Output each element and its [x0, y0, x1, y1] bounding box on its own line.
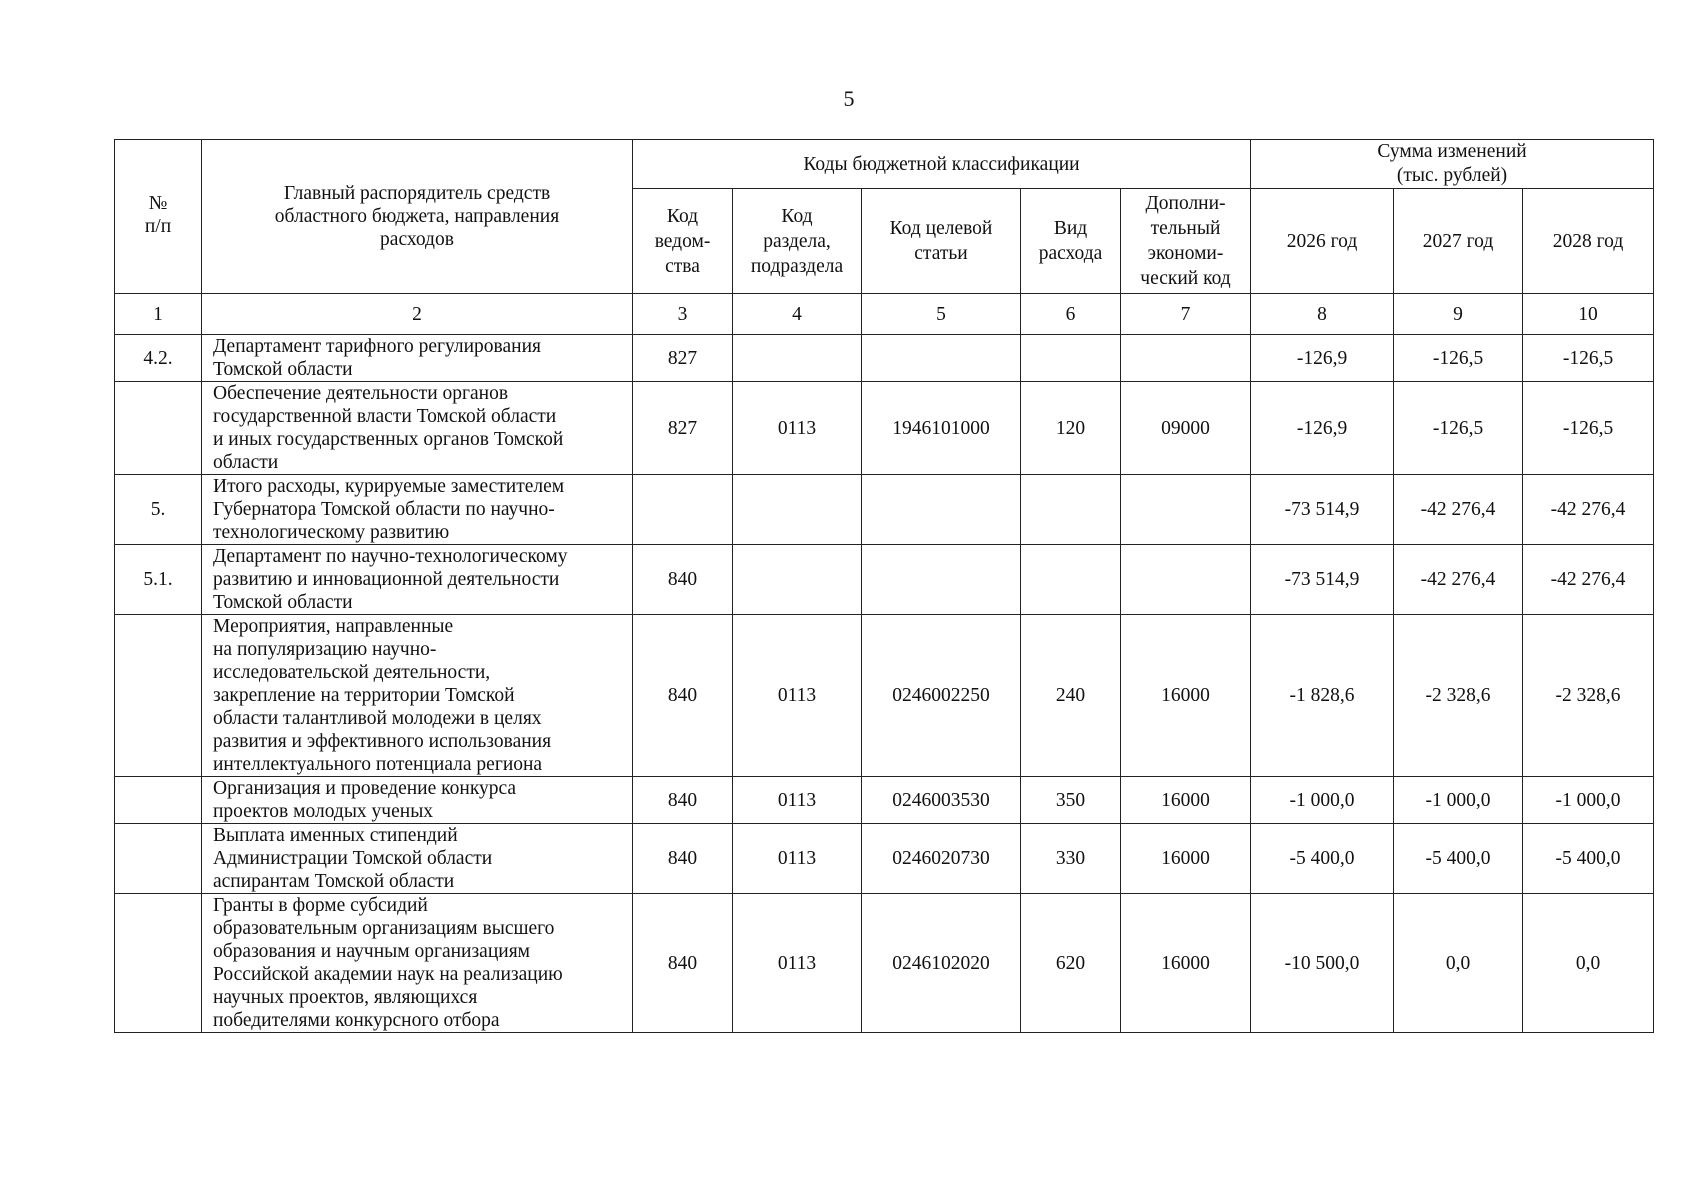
row-sum-2027: -126,5 — [1394, 335, 1523, 382]
row-code-article — [862, 545, 1021, 615]
header-code-article — [862, 189, 1021, 294]
row-sum-2026: -126,9 — [1251, 382, 1394, 475]
row-economic-code: 16000 — [1121, 824, 1251, 894]
row-sum-2028: -5 400,0 — [1523, 824, 1654, 894]
header-line: Код целевой — [889, 218, 993, 239]
row-code-section: 0113 — [733, 824, 862, 894]
header-code-section — [733, 189, 862, 294]
row-number: 4.2. — [115, 335, 202, 382]
row-description-line: и иных государственных органов Томской — [213, 429, 564, 450]
column-index-row — [115, 294, 1654, 335]
row-description-line: области — [213, 452, 279, 473]
column-index: 7 — [1121, 294, 1251, 335]
row-sum-2027: -1 000,0 — [1394, 777, 1523, 824]
row-code-department: 840 — [633, 777, 733, 824]
row-description — [202, 615, 633, 777]
row-description-line: Департамент тарифного регулирования — [213, 336, 541, 357]
row-description-line: государственной власти Томской области — [213, 406, 557, 427]
header-year-2026: 2026 год — [1251, 189, 1394, 294]
row-description-line: Томской области — [213, 592, 353, 613]
row-sum-2028: -42 276,4 — [1523, 545, 1654, 615]
row-number — [115, 615, 202, 777]
row-code-department — [633, 475, 733, 545]
column-index: 8 — [1251, 294, 1394, 335]
row-sum-2028: -42 276,4 — [1523, 475, 1654, 545]
header-expense-type — [1021, 189, 1121, 294]
row-expense-type: 620 — [1021, 894, 1121, 1033]
row-number: 5.1. — [115, 545, 202, 615]
row-description-line: интеллектуального потенциала региона — [213, 754, 543, 775]
column-index: 6 — [1021, 294, 1121, 335]
table-row — [115, 894, 1654, 1033]
table-row — [115, 615, 1654, 777]
row-sum-2027: -42 276,4 — [1394, 475, 1523, 545]
row-sum-2028: -126,5 — [1523, 382, 1654, 475]
budget-changes-table — [114, 139, 1654, 1033]
row-code-article: 1946101000 — [862, 382, 1021, 475]
row-description-line: Российской академии наук на реализацию — [213, 964, 563, 985]
header-line: Код — [781, 205, 813, 227]
row-description — [202, 335, 633, 382]
row-code-article: 0246002250 — [862, 615, 1021, 777]
row-expense-type: 120 — [1021, 382, 1121, 475]
row-description-line: Администрации Томской области — [213, 848, 493, 869]
header-sum-group — [1251, 140, 1654, 189]
row-code-section: 0113 — [733, 894, 862, 1033]
row-code-section — [733, 475, 862, 545]
row-description — [202, 894, 633, 1033]
row-code-section: 0113 — [733, 615, 862, 777]
header-description — [202, 140, 633, 294]
row-code-department: 840 — [633, 824, 733, 894]
column-index: 2 — [202, 294, 633, 335]
row-description-line: Выплата именных стипендий — [213, 825, 458, 846]
row-code-article: 0246020730 — [862, 824, 1021, 894]
row-sum-2027: 0,0 — [1394, 894, 1523, 1033]
row-description-line: Мероприятия, направленные — [213, 616, 454, 637]
header-number-line: п/п — [144, 216, 172, 237]
table-row — [115, 824, 1654, 894]
row-description-line: развития и эффективного использования — [213, 731, 552, 752]
row-description-line: Департамент по научно-технологическому — [213, 546, 568, 567]
row-sum-2026: -73 514,9 — [1251, 545, 1394, 615]
row-code-department: 827 — [633, 382, 733, 475]
row-sum-2027: -42 276,4 — [1394, 545, 1523, 615]
header-economic-code — [1121, 189, 1251, 294]
header-description-line: расходов — [380, 229, 454, 250]
column-index: 4 — [733, 294, 862, 335]
header-codes-group: Коды бюджетной классификации — [633, 140, 1251, 189]
header-line: ческий код — [1140, 268, 1231, 289]
table-row — [115, 777, 1654, 824]
table-row — [115, 475, 1654, 545]
row-code-article — [862, 335, 1021, 382]
header-sum-line: (тыс. рублей) — [1396, 165, 1508, 186]
row-sum-2027: -126,5 — [1394, 382, 1523, 475]
header-line: Вид — [1053, 218, 1088, 239]
header-line: экономи- — [1147, 243, 1224, 264]
row-description-line: закрепление на территории Томской — [213, 685, 515, 706]
row-sum-2027: -2 328,6 — [1394, 615, 1523, 777]
row-expense-type — [1021, 335, 1121, 382]
header-line: Код — [666, 205, 699, 227]
row-sum-2028: 0,0 — [1523, 894, 1654, 1033]
header-code-department — [633, 189, 733, 294]
row-number — [115, 824, 202, 894]
row-number — [115, 894, 202, 1033]
row-economic-code — [1121, 545, 1251, 615]
header-line: ведом- — [654, 230, 711, 252]
row-number — [115, 382, 202, 475]
header-line: Дополни- — [1145, 193, 1226, 214]
header-description-line: областного бюджета, направления — [274, 206, 560, 227]
row-description — [202, 545, 633, 615]
row-number: 5. — [115, 475, 202, 545]
page-number: 5 — [843, 86, 855, 111]
row-expense-type — [1021, 475, 1121, 545]
row-description-line: научных проектов, являющихся — [213, 987, 478, 1008]
row-economic-code: 16000 — [1121, 777, 1251, 824]
row-code-department: 840 — [633, 894, 733, 1033]
row-expense-type — [1021, 545, 1121, 615]
row-code-section — [733, 335, 862, 382]
header-line: статьи — [914, 243, 968, 264]
row-sum-2026: -5 400,0 — [1251, 824, 1394, 894]
row-description-line: Гранты в форме субсидий — [213, 895, 428, 916]
column-index: 9 — [1394, 294, 1523, 335]
row-description-line: исследовательской деятельности, — [213, 662, 491, 683]
row-description-line: Губернатора Томской области по научно- — [213, 499, 555, 520]
column-index: 5 — [862, 294, 1021, 335]
header-sum-line: Сумма изменений — [1377, 141, 1527, 162]
row-code-department: 840 — [633, 615, 733, 777]
row-description — [202, 475, 633, 545]
row-code-department: 840 — [633, 545, 733, 615]
row-description-line: области талантливой молодежи в целях — [213, 708, 542, 729]
header-year-2027: 2027 год — [1394, 189, 1523, 294]
row-description — [202, 382, 633, 475]
row-sum-2026: -10 500,0 — [1251, 894, 1394, 1033]
row-code-section: 0113 — [733, 777, 862, 824]
header-line: ства — [665, 255, 700, 277]
row-economic-code — [1121, 335, 1251, 382]
row-description-line: Томской области — [213, 359, 353, 380]
row-description-line: образования и научным организациям — [213, 941, 531, 962]
row-description-line: Итого расходы, курируемые заместителем — [213, 476, 565, 497]
column-index: 3 — [633, 294, 733, 335]
row-code-article: 0246102020 — [862, 894, 1021, 1033]
row-code-section — [733, 545, 862, 615]
table-row — [115, 335, 1654, 382]
header-line: раздела, — [763, 230, 831, 252]
header-line: тельный — [1150, 218, 1221, 239]
row-code-article: 0246003530 — [862, 777, 1021, 824]
row-code-section: 0113 — [733, 382, 862, 475]
row-description-line: развитию и инновационной деятельности — [213, 569, 560, 590]
row-code-article — [862, 475, 1021, 545]
row-description-line: на популяризацию научно- — [213, 639, 437, 660]
row-description-line: Обеспечение деятельности органов — [213, 383, 509, 404]
row-economic-code: 16000 — [1121, 894, 1251, 1033]
row-number — [115, 777, 202, 824]
row-description — [202, 824, 633, 894]
row-sum-2028: -2 328,6 — [1523, 615, 1654, 777]
row-expense-type: 330 — [1021, 824, 1121, 894]
row-sum-2026: -1 828,6 — [1251, 615, 1394, 777]
header-number-line: № — [148, 193, 168, 214]
row-economic-code: 09000 — [1121, 382, 1251, 475]
row-description-line: Организация и проведение конкурса — [213, 778, 517, 799]
row-description-line: технологическому развитию — [213, 522, 450, 543]
row-description-line: проектов молодых ученых — [213, 801, 434, 822]
row-sum-2026: -126,9 — [1251, 335, 1394, 382]
row-economic-code: 16000 — [1121, 615, 1251, 777]
row-sum-2028: -126,5 — [1523, 335, 1654, 382]
row-description-line: победителями конкурсного отбора — [213, 1010, 500, 1031]
row-expense-type: 350 — [1021, 777, 1121, 824]
row-sum-2026: -1 000,0 — [1251, 777, 1394, 824]
header-line: расхода — [1038, 243, 1103, 264]
header-description-line: Главный распорядитель средств — [283, 183, 551, 204]
column-index: 1 — [115, 294, 202, 335]
row-description-line: образовательным организациям высшего — [213, 918, 555, 939]
row-description — [202, 777, 633, 824]
row-sum-2028: -1 000,0 — [1523, 777, 1654, 824]
header-year-2028: 2028 год — [1523, 189, 1654, 294]
header-line: подраздела — [750, 255, 844, 277]
row-sum-2027: -5 400,0 — [1394, 824, 1523, 894]
row-code-department: 827 — [633, 335, 733, 382]
table-row — [115, 382, 1654, 475]
header-number — [115, 140, 202, 294]
header-row-top — [115, 140, 1654, 189]
row-description-line: аспирантам Томской области — [213, 871, 455, 892]
row-economic-code — [1121, 475, 1251, 545]
table-row — [115, 545, 1654, 615]
row-expense-type: 240 — [1021, 615, 1121, 777]
row-sum-2026: -73 514,9 — [1251, 475, 1394, 545]
column-index: 10 — [1523, 294, 1654, 335]
